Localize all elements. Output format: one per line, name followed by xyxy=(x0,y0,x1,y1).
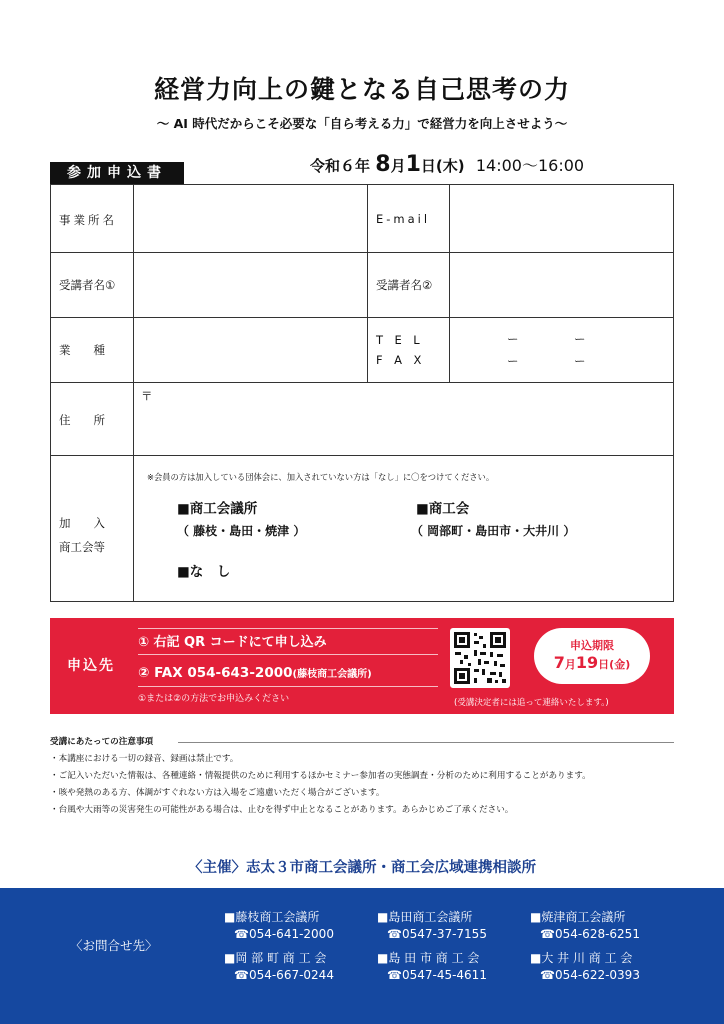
fax-label: F A X xyxy=(376,353,422,367)
contact-shimada-chamber xyxy=(377,908,487,941)
application-form xyxy=(50,184,674,602)
attendee2-field[interactable] xyxy=(451,254,671,315)
notes-heading-row xyxy=(50,734,674,751)
option-none[interactable]: ■な し xyxy=(177,564,231,580)
date-month: 8 xyxy=(375,152,391,177)
page-subtitle: ～ AI 時代だからこそ必要な「自ら考える力」で経営力を向上させよう～ xyxy=(156,116,568,131)
deadline-label: 申込期限 xyxy=(570,639,614,652)
fax-number: ② FAX 054-643-2000 xyxy=(138,665,293,681)
apply-label: 申込先 xyxy=(67,658,115,674)
attendee1-label: 受講者名① xyxy=(59,278,116,292)
option-chamber[interactable]: ■商工会議所 xyxy=(177,501,258,517)
attendee2-label: 受講者名② xyxy=(376,278,433,292)
notes-section xyxy=(50,734,674,819)
note-item: ・咳や発熱のある方、体調がすぐれない方は入場をご遠慮いただく場合がございます。 xyxy=(50,788,385,798)
note-item: ・本講座における一切の録音、録画は禁止です。 xyxy=(50,754,239,764)
tel-dash: ー xyxy=(507,332,519,346)
row-divider xyxy=(51,455,673,456)
apply-divider xyxy=(138,654,438,655)
inquiry-label: 〈お問合せ先〉 xyxy=(70,938,158,953)
address-label: 住 所 xyxy=(59,413,105,427)
fax-dash: ー xyxy=(574,354,586,368)
deadline-month-unit: 月 xyxy=(564,658,576,671)
address-field[interactable] xyxy=(135,384,671,453)
notes-rule xyxy=(178,742,674,743)
contact-name: ■藤枝商工会議所 xyxy=(224,910,320,924)
deadline-month: 7 xyxy=(553,653,565,672)
email-field[interactable] xyxy=(451,187,671,250)
fax-owner: (藤枝商工会議所) xyxy=(292,669,372,680)
deadline-badge xyxy=(534,628,650,684)
apply-note: ①または②の方法でお申込みください xyxy=(138,694,290,704)
apply-method-1: ① 右記 QR コードにて申し込み xyxy=(138,635,327,650)
tel-label: T E L xyxy=(376,333,420,347)
phone-icon[interactable]: ☎054-622-0393 xyxy=(540,968,640,982)
date-month-unit: 月 xyxy=(390,157,406,175)
phone-icon[interactable]: ☎054-628-6251 xyxy=(540,927,640,941)
option-commerce-sub: （ 岡部町・島田市・大井川 ） xyxy=(411,524,576,538)
contact-oigawa-commerce xyxy=(530,949,640,982)
industry-label: 業 種 xyxy=(59,343,105,357)
row-divider xyxy=(51,317,673,318)
note-item: ・台風や大雨等の災害発生の可能性がある場合は、止むを得ず中止となることがあります。あらかじめご了承ください。 xyxy=(50,805,514,815)
inquiry-footer xyxy=(0,888,724,1024)
form-label: 参加申込書 xyxy=(50,162,184,184)
contact-fujieda-chamber xyxy=(224,908,334,941)
notes-heading: 受講にあたっての注意事項 xyxy=(50,737,154,747)
contact-okabe-commerce xyxy=(224,949,334,982)
organizer: 〈主催〉志太３市商工会議所・商工会広域連携相談所 xyxy=(188,860,536,876)
column-divider xyxy=(367,185,368,382)
contact-note: (受講決定者には追って連絡いたします。) xyxy=(454,698,609,708)
phone-icon[interactable]: ☎054-641-2000 xyxy=(234,927,334,941)
row-divider xyxy=(51,382,673,383)
date-day: 1 xyxy=(405,152,421,177)
qr-code-icon[interactable] xyxy=(450,628,510,688)
date-weekday: (木) xyxy=(435,157,465,175)
contact-yaizu-chamber xyxy=(530,908,640,941)
deadline-date xyxy=(534,653,650,672)
membership-label: 加 入 xyxy=(59,516,105,530)
attendee1-field[interactable] xyxy=(135,254,365,315)
phone-icon[interactable]: ☎0547-37-7155 xyxy=(387,927,487,941)
contact-shimada-commerce xyxy=(377,949,487,982)
apply-divider xyxy=(138,686,438,687)
contact-name: ■島田商工会議所 xyxy=(377,910,473,924)
option-commerce[interactable]: ■商工会 xyxy=(416,501,470,517)
industry-field[interactable] xyxy=(135,319,365,380)
email-label: E-mail xyxy=(376,212,431,226)
option-chamber-sub: （ 藤枝・島田・焼津 ） xyxy=(177,524,306,538)
deadline-weekday: (金) xyxy=(609,658,631,671)
row-divider xyxy=(51,252,673,253)
page-title: 経営力向上の鍵となる自己思考の力 xyxy=(153,75,570,104)
tel-dash: ー xyxy=(574,332,586,346)
tel-field[interactable] xyxy=(451,319,671,347)
fax-dash: ー xyxy=(507,354,519,368)
contact-name: ■焼津商工会議所 xyxy=(530,910,626,924)
application-band xyxy=(50,618,674,714)
date-time: 14:00〜16:00 xyxy=(475,156,585,175)
phone-icon[interactable]: ☎0547-45-4611 xyxy=(387,968,487,982)
phone-icon[interactable]: ☎054-667-0244 xyxy=(234,968,334,982)
fax-field[interactable] xyxy=(451,349,671,379)
apply-divider xyxy=(138,628,438,629)
membership-label-2: 商工会等 xyxy=(59,540,105,554)
company-label: 事業所名 xyxy=(59,213,117,227)
postal-mark: 〒 xyxy=(141,389,153,403)
contact-name: ■大 井 川 商 工 会 xyxy=(530,951,633,965)
date-prefix: 令和６年 xyxy=(310,157,371,175)
contact-name: ■岡 部 町 商 工 会 xyxy=(224,951,327,965)
date-day-unit: 日 xyxy=(420,157,436,175)
membership-note: ※会員の方は加入している団体会に、加入されていない方は「なし」に〇をつけてください。 xyxy=(147,472,495,482)
apply-method-2 xyxy=(138,665,372,681)
deadline-day-unit: 日 xyxy=(598,658,610,671)
note-item: ・ご記入いただいた情報は、各種連絡・情報提供のために利用するほかセミナー参加者の実態調査・分析のために利用することがあります。 xyxy=(50,771,591,781)
company-field[interactable] xyxy=(135,187,365,250)
column-divider xyxy=(449,185,450,382)
column-divider xyxy=(133,185,134,601)
deadline-day: 19 xyxy=(575,653,599,672)
event-date xyxy=(310,152,584,177)
contact-name: ■島 田 市 商 工 会 xyxy=(377,951,480,965)
